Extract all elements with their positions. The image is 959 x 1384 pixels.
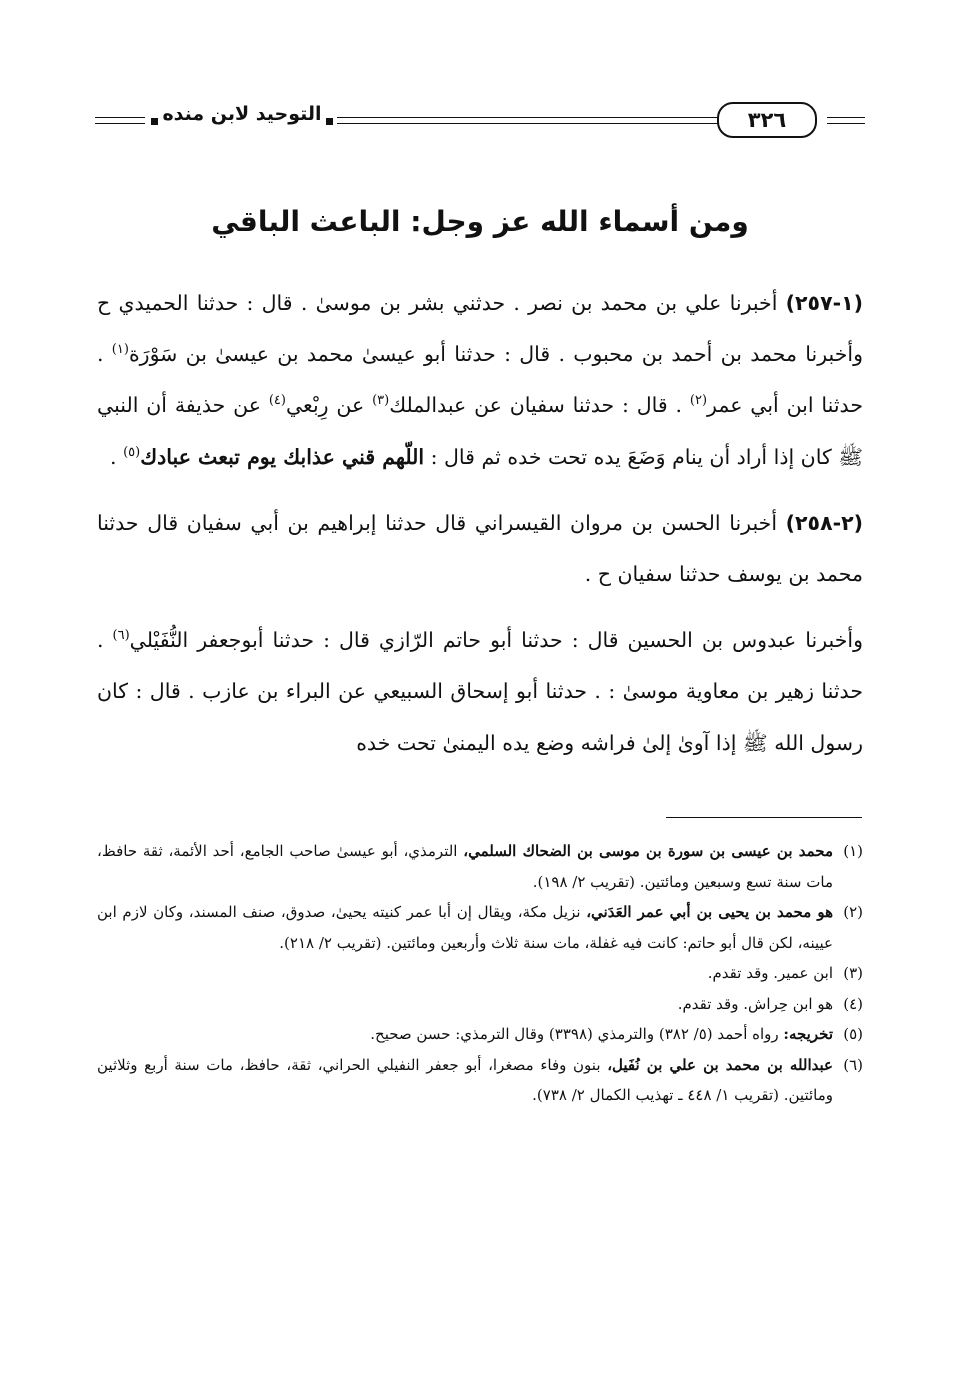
footnote-ref: (٣): [372, 393, 390, 409]
footnote-divider: [666, 817, 862, 818]
footnote: [97, 1019, 863, 1050]
footnote-number: (٢): [843, 903, 863, 921]
hadith-number: (٢-٢٥٨): [785, 510, 863, 535]
footnote-ref: (٦): [112, 628, 130, 644]
footnote: [97, 958, 863, 989]
header-rule-right: [827, 117, 865, 124]
footnote-text: الترمذي، أبو عيسىٰ صاحب الجامع، أحد الأئمة، ثقة حافظ، مات سنة تسع وسبعين ومائتين. (تقريب ٢/ ١٩٨).: [97, 842, 833, 891]
text-run: . حدثنا زهير بن معاوية موسىٰ : . حدثنا أبو إسحاق السبيعي عن البراء بن عازب . قال : كان رسول الله ﷺ إذا آوىٰ إلىٰ فراشه وضع يده اليمنىٰ تحت خده: [97, 628, 863, 755]
footnotes: [97, 836, 863, 1111]
text-run: وأخبرنا عبدوس بن الحسين قال : حدثنا أبو حاتم الرّازي قال : حدثنا أبوجعفر النُّفَيْلي: [129, 628, 863, 653]
footnote-bold: محمد بن عيسى بن سورة بن موسى بن الضحاك السلمي،: [463, 842, 834, 860]
footnote-bold: هو محمد بن يحيى بن أبي عمر العَدَني،: [586, 903, 833, 921]
footnote-ref: (١): [111, 342, 129, 358]
text-run: أخبرنا الحسن بن مروان القيسراني قال حدثنا إبراهيم بن أبي سفيان قال حدثنا محمد بن يوسف حدثنا سفيان ح .: [97, 510, 863, 587]
header-square-ornament: [326, 118, 333, 125]
footnote-number: (١): [843, 842, 864, 860]
footnote: [97, 989, 863, 1020]
footnote-ref: (٥): [123, 444, 141, 460]
footnote-number: (٦): [843, 1055, 863, 1074]
book-title: التوحيد لابن منده: [162, 103, 322, 125]
text-run: . حدثنا ابن أبي عمر: [97, 342, 863, 418]
text-run: عن رِبْعي: [285, 393, 373, 418]
footnote-text: بنون وفاء مصغرا، أبو جعفر النفيلي الحراني، ثقة، حافظ، مات سنة أربع وثلاثين ومائتين. (تقريب ١/ ٤٤٨ ـ تهذيب الكمال ٢/ ٧٣٨).: [97, 1055, 833, 1104]
footnote-number: (٣): [843, 964, 863, 982]
footnote-text: هو ابن حِراش. وقد تقدم.: [677, 994, 833, 1013]
running-header: [95, 100, 865, 140]
hadith-number: (١-٢٥٧): [785, 291, 863, 315]
footnote-bold: تخريجه:: [783, 1025, 833, 1043]
footnote-number: (٥): [843, 1025, 863, 1043]
footnote-text: ابن عمير. وقد تقدم.: [707, 964, 833, 982]
text-run: . قال : حدثنا سفيان عن عبدالملك: [389, 393, 690, 418]
footnote-text: نزيل مكة، ويقال إن أبا عمر كنيته يحيىٰ، صدوق، صنف المسند، وكان لازم ابن عيينه، لكن قال أبو حاتم: كانت فيه غفلة، مات سنة ثلاث وأربعين ومائتين. (تقريب ٢/ ٢١٨).: [97, 903, 833, 952]
hadith-paragraph: [97, 615, 863, 769]
footnote: [97, 897, 863, 958]
footnote-text: رواه أحمد (٥/ ٣٨٢) والترمذي (٣٣٩٨) وقال الترمذي: حسن صحيح.: [370, 1025, 784, 1043]
hadith-paragraph: [97, 278, 863, 483]
hadith-paragraph: [97, 498, 863, 600]
main-text: [97, 278, 863, 769]
footnote-ref: (٢): [689, 393, 708, 409]
page-number: ٣٢٦: [717, 102, 817, 138]
footnote-bold: عبدالله بن محمد بن علي بن نُفَيل،: [607, 1055, 833, 1074]
footnote: [97, 836, 863, 897]
text-run: أخبرنا علي بن محمد بن نصر . حدثني بشر بن موسىٰ . قال : حدثنا الحميدي ح وأخبرنا محمد بن أحمد بن محبوب . قال : حدثنا أبو عيسىٰ محمد بن عيسىٰ بن سَوْرَة: [97, 291, 863, 367]
text-run: .: [110, 444, 124, 469]
section-heading: ومن أسماء الله عز وجل: الباعث الباقي: [211, 205, 749, 238]
supplication-text: اللّهم قني عذابك يوم تبعث عبادك: [140, 444, 425, 469]
header-square-ornament: [151, 118, 158, 125]
footnote-number: (٤): [843, 994, 863, 1013]
header-rule-left: [95, 117, 145, 124]
text-run: عن حذيفة أن النبي ﷺ كان إذا أراد أن ينام وَضَعَ يده تحت خده ثم قال :: [97, 393, 863, 469]
footnote-ref: (٤): [268, 393, 286, 409]
footnote: [97, 1050, 863, 1111]
